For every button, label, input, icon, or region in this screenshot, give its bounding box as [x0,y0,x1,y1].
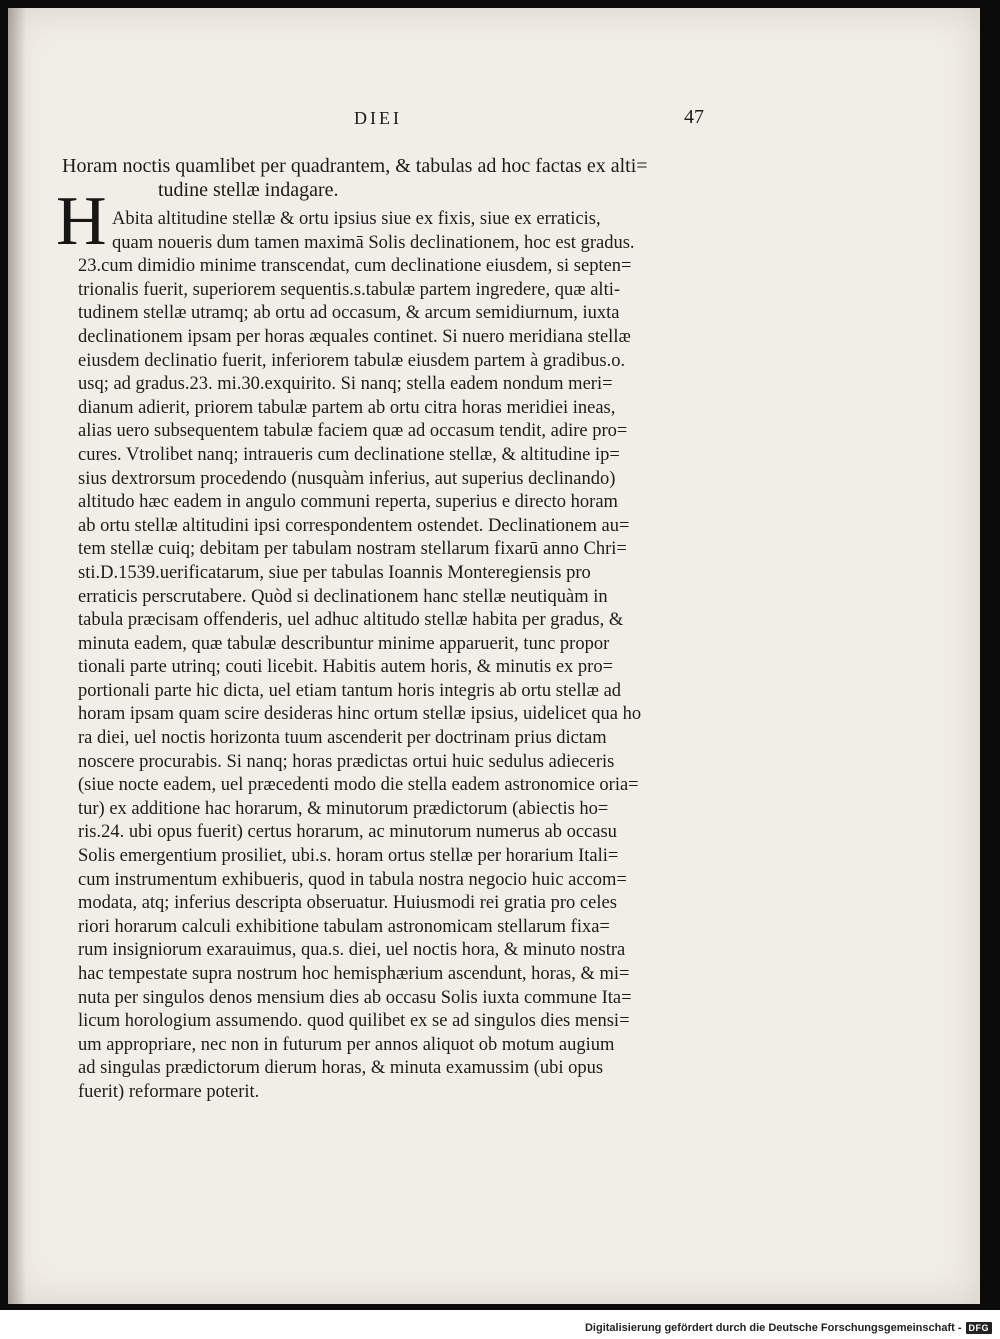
body-text [78,208,798,1105]
text-line: portionali parte hic dicta, uel etiam tantum horis integris ab ortu stellæ ad [78,680,622,701]
text-line: quam noueris dum tamen maximā Solis declinationem, hoc est gradus. [112,232,635,253]
drop-cap: H [56,183,107,260]
text-line: um appropriare, nec non in futurum per annos aliquot ob motum augium [78,1034,615,1055]
text-line: alias uero subsequentem tabulæ faciem quæ ad occasum tendit, adire pro= [78,421,628,442]
text-line: nuta per singulos denos mensium dies ab occasu Solis iuxta commune Ita= [78,987,632,1008]
text-line: 23.cum dimidio minime transcendat, cum declinatione eiusdem, si septen= [78,256,632,277]
text-line: modata, atq; inferius descripta obseruatur. Huiusmodi rei gratia pro celes [78,893,617,914]
text-line: rum insigniorum exarauimus, qua.s. diei, uel noctis hora, & minuto nostra [78,940,626,961]
text-line: trionalis fuerit, superiorem sequentis.s.tabulæ partem ingredere, quæ alti- [78,279,621,300]
page-number: 47 [684,106,704,128]
text-line: cures. Vtrolibet nanq; intraueris cum declinatione stellæ, & altitudine ip= [78,444,620,465]
heading-line-2: tudine stellæ indagare. [158,179,339,201]
text-line: ab ortu stellæ altitudini ipsi correspondentem ostendet. Declinationem au= [78,515,630,536]
text-line: Solis emergentium prosiliet, ubi.s. horam ortus stellæ per horarium Itali= [78,846,619,867]
text-line: sius dextrorsum procedendo (nusquàm inferius, aut superius declinando) [78,468,616,489]
running-head: DIEI [354,108,402,128]
text-line: tur) ex additione hac horarum, & minutorum prædictorum (abiectis ho= [78,798,609,819]
heading-line-1: Horam noctis quamlibet per quadrantem, & tabulas ad hoc factas ex alti= [62,155,648,177]
text-line: noscere procurabis. Si nanq; horas prædictas ortui huic sedulus adieceris [78,751,615,772]
text-line: erraticis perscrutabere. Quòd si declinationem hanc stellæ neutiquàm in [78,586,608,607]
text-line: licum horologium assumendo. quod quilibet ex se ad singulos dies mensi= [78,1011,630,1032]
text-line: Abita altitudine stellæ & ortu ipsius siue ex fixis, siue ex erraticis, [112,209,601,229]
text-line: ra diei, uel noctis horizonta tuum ascenderit per doctrinam prius dictam [78,728,607,749]
text-line: ris.24. ubi opus fuerit) certus horarum, ac minutorum numerus ab occasu [78,822,617,843]
text-line: usq; ad gradus.23. mi.30.exquirito. Si nanq; stella eadem nondum meri= [78,374,613,395]
book-page [8,8,980,1304]
text-line: tem stellæ cuiq; debitam per tabulam nostram stellarum fixarū anno Chri= [78,539,627,560]
text-line: tionali parte utrinq; couti licebit. Habitis autem horis, & minutis ex pro= [78,657,614,678]
dfg-logo: DFG [966,1322,993,1334]
section-heading [62,154,782,202]
text-line: declinationem ipsam per horas æquales continet. Si nuero meridiana stellæ [78,326,631,347]
text-line: dianum adierit, priorem tabulæ partem ab ortu citra horas meridiei ineas, [78,397,616,418]
text-line: hac tempestate supra nostrum hoc hemisphærium ascendunt, horas, & mi= [78,964,630,984]
text-line: sti.D.1539.uerificatarum, siue per tabulas Ioannis Monteregiensis pro [78,562,591,583]
text-line: fuerit) reformare poterit. [78,1081,260,1102]
footer-credit [585,1322,992,1334]
text-line: ad singulas prædictorum dierum horas, & minuta examussim (ubi opus [78,1058,604,1079]
text-line: riori horarum calculi exhibitione tabulam astronomicam stellarum fixa= [78,916,610,937]
text-line: altitudo hæc eadem in angulo communi reperta, superius e directo horam [78,492,618,513]
text-line: tudinem stellæ utramq; ab ortu ad occasum, & arcum semidiurnum, iuxta [78,303,620,324]
text-line: cum instrumentum exhibueris, quod in tabula nostra negocio huic accom= [78,869,627,890]
text-line: (siue nocte eadem, uel præcedenti modo die stella eadem astronomice oria= [78,775,639,796]
gutter-shade [8,8,26,1304]
text-line: eiusdem declinatio fuerit, inferiorem tabulæ eiusdem partem à gradibus.o. [78,350,626,371]
text-line: horam ipsam quam scire desideras hinc ortum stellæ ipsius, uidelicet qua ho [78,704,642,725]
text-line: tabula præcisam offenderis, uel adhuc altitudo stellæ habita per gradus, & [78,610,624,631]
footer-text: Digitalisierung gefördert durch die Deutsche Forschungsgemeinschaft - [584,1322,962,1334]
text-line: minuta eadem, quæ tabulæ describuntur minime apparuerit, tunc propor [78,633,610,654]
